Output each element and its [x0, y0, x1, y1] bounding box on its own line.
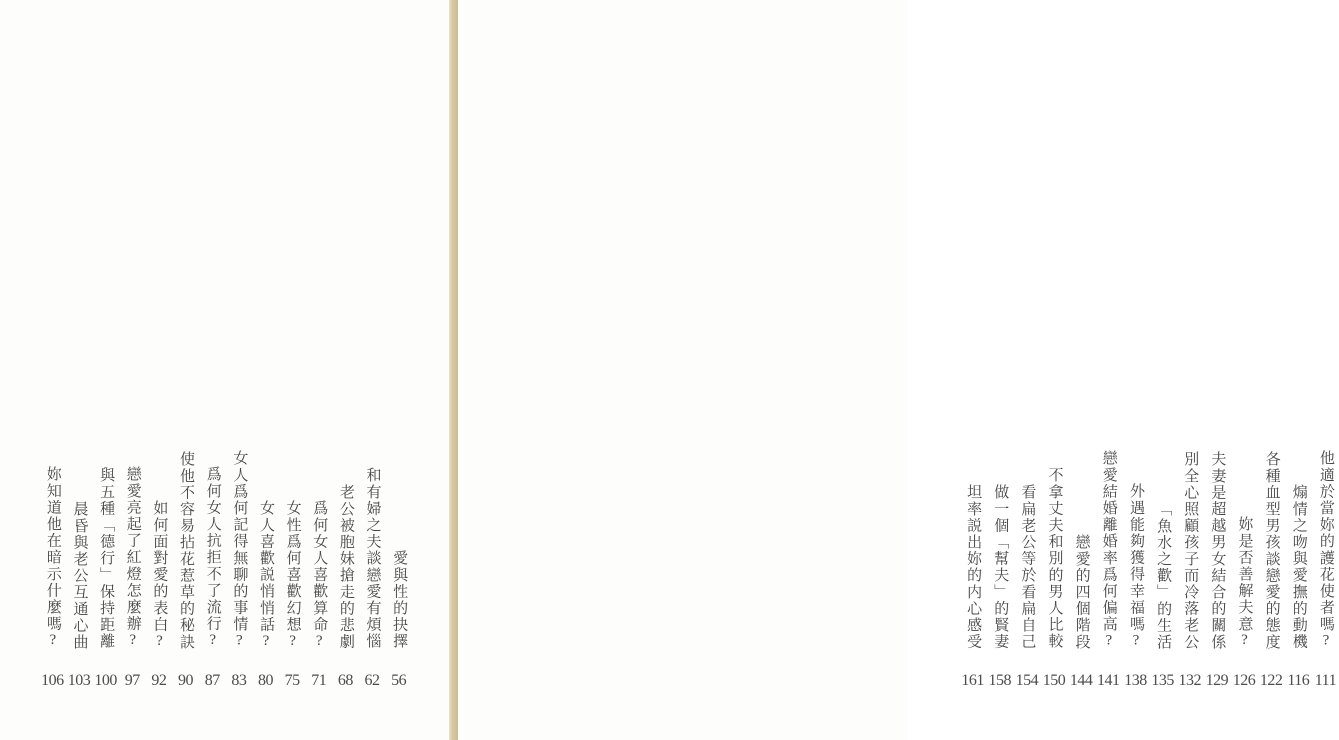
toc-entry-page: 161	[961, 672, 984, 689]
toc-entry-title: 坦率説出妳的内心感受	[965, 484, 982, 650]
toc-entry	[1095, 438, 1122, 690]
right-page-toc-entries	[959, 438, 1339, 690]
toc-entry	[305, 438, 332, 690]
toc-entry-title: 女人爲何記得無聊的事情?	[231, 449, 248, 650]
toc-entry-title: 別全心照顧孩子而冷落老公	[1182, 450, 1199, 650]
right-page	[458, 0, 1337, 740]
toc-entry	[1312, 438, 1339, 690]
toc-entry-title: 做一個﹁幫夫﹂的賢妻	[992, 484, 1009, 650]
toc-entry	[359, 438, 386, 690]
toc-entry-page: 129	[1205, 672, 1229, 689]
toc-entry-page: 144	[1069, 672, 1093, 689]
toc-entry	[1013, 438, 1040, 690]
toc-entry	[1285, 438, 1312, 690]
toc-entry-title: 不拿丈夫和別的男人比較	[1046, 467, 1063, 650]
toc-entry	[1258, 438, 1285, 690]
toc-entry-title: 戀愛亮起了紅燈怎麼辦?	[124, 466, 141, 650]
toc-entry	[199, 438, 226, 690]
toc-entry-title: 妳是否善解夫意?	[1236, 516, 1253, 650]
toc-entry-page: 71	[311, 672, 327, 689]
toc-entry-title: 戀愛的四個階段	[1073, 533, 1090, 650]
toc-entry	[146, 438, 173, 690]
toc-entry-page: 122	[1259, 672, 1283, 689]
toc-entry-title: 使他不容易拈花惹草的秘訣	[178, 450, 195, 650]
toc-entry	[119, 438, 146, 690]
toc-entry-page: 106	[41, 672, 64, 689]
toc-entry-page: 83	[231, 672, 247, 689]
toc-entry-page: 100	[94, 672, 117, 689]
toc-entry-page: 132	[1178, 672, 1201, 689]
toc-entry-page: 135	[1151, 672, 1174, 689]
toc-entry	[959, 438, 986, 690]
toc-entry	[279, 438, 306, 690]
toc-entry	[92, 438, 119, 690]
toc-entry-page: 92	[151, 672, 167, 689]
toc-entry-title: 夫妻是超越男女結合的關係	[1209, 450, 1226, 650]
toc-entry-title: 妳知道他在暗示什麼嗎?	[44, 466, 61, 650]
toc-entry-title: 戀愛結婚離婚率爲何偏高?	[1100, 449, 1117, 650]
toc-entry-title: 女人喜歡説悄悄話?	[257, 499, 274, 650]
toc-entry-title: 爲何女人喜歡算命?	[311, 499, 328, 650]
toc-entry-title: 和有婦之夫談戀愛有煩惱	[364, 467, 381, 650]
toc-entry-title: 愛與性的抉擇	[391, 550, 408, 650]
toc-entry-page: 97	[124, 672, 140, 689]
toc-entry-page: 116	[1287, 672, 1310, 689]
toc-entry	[252, 438, 279, 690]
page-gutter-divider	[449, 0, 458, 740]
toc-entry-page: 68	[337, 672, 353, 689]
toc-entry	[226, 438, 253, 690]
toc-entry-page: 56	[391, 672, 407, 689]
toc-entry	[172, 438, 199, 690]
toc-entry-page: 103	[67, 672, 91, 689]
toc-entry-page: 111	[1314, 672, 1337, 689]
left-page	[0, 0, 449, 740]
toc-entry	[986, 438, 1013, 690]
toc-entry-title: 女性爲何喜歡幻想?	[284, 499, 301, 650]
toc-entry-page: 158	[988, 672, 1011, 689]
toc-entry-title: 他適於當妳的護花使者嗎?	[1317, 449, 1334, 650]
left-page-toc-entries	[39, 438, 412, 690]
toc-entry-page: 150	[1042, 672, 1066, 689]
toc-entry-page: 126	[1232, 672, 1256, 689]
toc-entry	[1068, 438, 1095, 690]
toc-entry-page: 75	[284, 672, 300, 689]
toc-entry-title: 煽情之吻與愛撫的動機	[1290, 484, 1307, 650]
toc-entry-title: 爲何女人抗拒不了流行?	[204, 466, 221, 650]
toc-entry-page: 87	[204, 672, 220, 689]
toc-entry-title: 各種血型男孩談戀愛的態度	[1263, 450, 1280, 650]
toc-entry-page: 80	[257, 672, 273, 689]
toc-entry-title: 與五種﹁德行﹂保持距離	[98, 467, 115, 650]
toc-entry-title: ﹁魚水之歡﹂的生活	[1155, 500, 1172, 650]
toc-entry	[1040, 438, 1067, 690]
toc-entry-title: 外遇能夠獲得幸福嗎?	[1127, 483, 1144, 650]
toc-entry-title: 老公被胞妹搶走的悲劇	[337, 484, 354, 650]
toc-entry	[39, 438, 66, 690]
toc-entry-page: 154	[1015, 672, 1039, 689]
toc-entry-page: 141	[1097, 672, 1120, 689]
toc-entry	[1176, 438, 1203, 690]
toc-entry	[385, 438, 412, 690]
toc-entry	[1122, 438, 1149, 690]
toc-entry	[66, 438, 93, 690]
toc-entry	[1230, 438, 1257, 690]
toc-entry-title: 看扁老公等於看扁自己	[1019, 484, 1036, 650]
toc-entry-page: 62	[364, 672, 380, 689]
toc-entry-page: 138	[1124, 672, 1147, 689]
toc-entry-title: 如何面對愛的表白?	[151, 499, 168, 650]
toc-entry-title: 晨昏與老公互通心曲	[71, 500, 88, 650]
toc-entry	[1203, 438, 1230, 690]
toc-entry-page: 90	[178, 672, 194, 689]
toc-entry	[332, 438, 359, 690]
toc-entry	[1149, 438, 1176, 690]
